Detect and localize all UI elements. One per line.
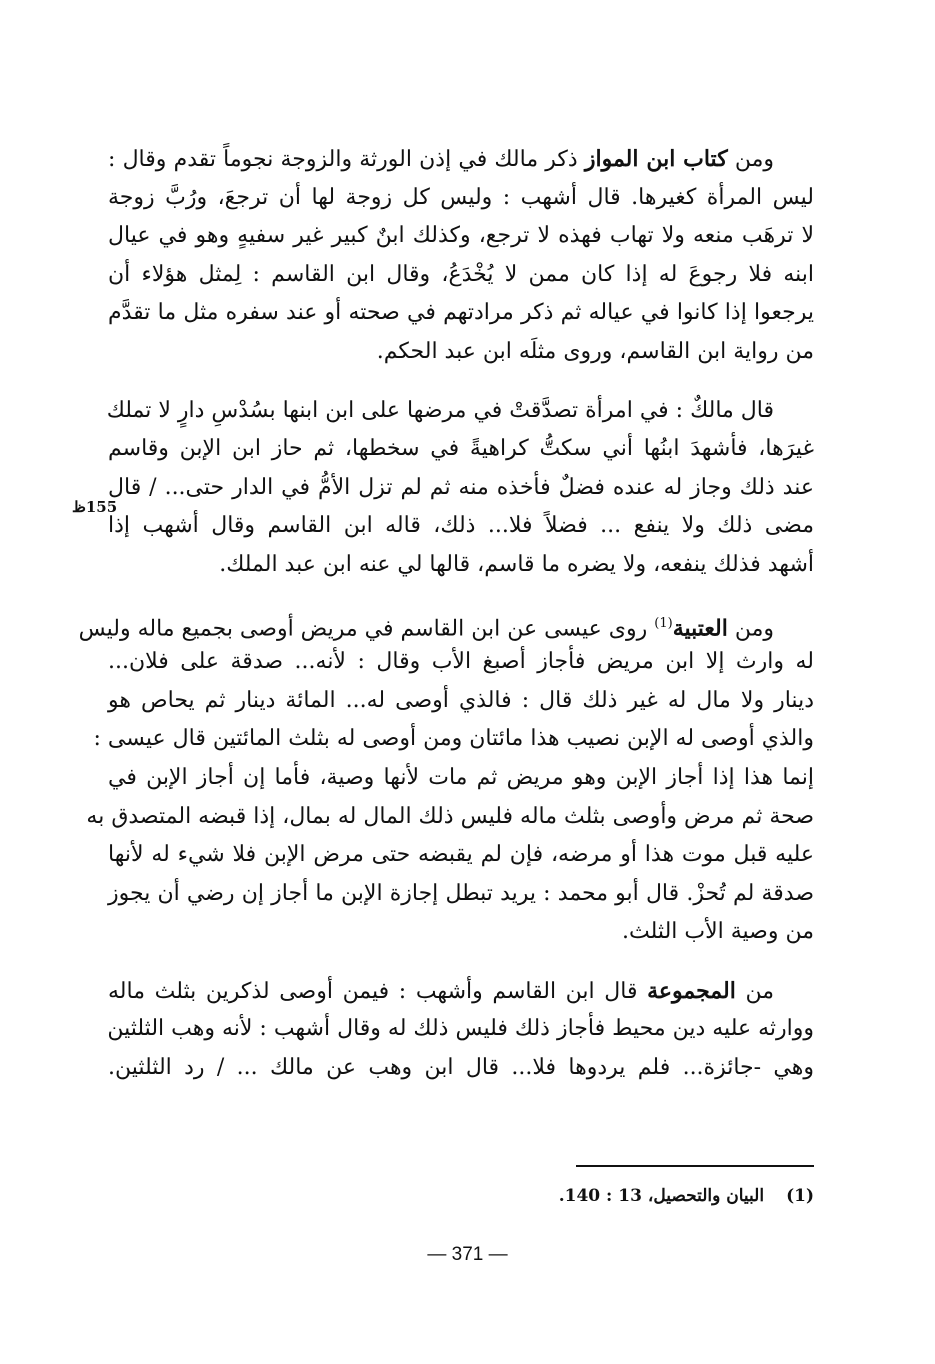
- text-line: من المجموعة قال ابن القاسم وأشهب : فيمن أوصى لذكرين بثلث ماله: [108, 977, 774, 1004]
- footnote-ref: (1): [654, 615, 673, 631]
- text-line: دينار ولا مال له غير ذلك قال : فالذي أوصى له... المائة دينار ثم يحاص هو: [108, 687, 814, 713]
- text-line: قال مالكٌ : في امرأة تصدَّقتْ في مرضها على ابن ابنها بسُدْسِ دارٍ لا تملك: [106, 397, 774, 423]
- text-line: صحة ثم مرض وأوصى بثلث ماله فليس ذلك المال له بمال، إذا قبضه المتصدق به: [86, 803, 814, 829]
- footnote-number: (1): [786, 1186, 814, 1206]
- text-line: ومن العتبية$^{(1)}$ روى عيسى عن ابن القاسم في مريض أوصى بجميع ماله وليس: [78, 614, 774, 641]
- text-line: ووارثه عليه دين محيط فأجاز ذلك فليس ذلك له وقال أشهب : لأنه وهب الثلثين: [107, 1016, 814, 1042]
- folio-margin-note: 155ظ: [72, 498, 118, 516]
- paragraph-3: [78, 605, 814, 952]
- book-title: المجموعة: [647, 977, 736, 1004]
- text-line: إنما هذا إذا أجاز الإبن وهو مريض ثم مات لأنها وصية، فأما إن أجاز الإبن في: [108, 764, 814, 790]
- text-line: عليه قبل موت هذا أو مرضه، فإن لم يقبضه حتى مرض الإبن فلا شيء له لأنها: [108, 842, 814, 868]
- text-line: مضى ذلك ولا ينفع ... فضلاً فلا... ذلك، قاله ابن القاسم وقال أشهب إذا: [108, 513, 814, 539]
- page-number: — 371 —: [427, 1244, 508, 1265]
- text-line: من رواية ابن القاسم، وروى مثلَه ابن عبد الحكم.: [376, 338, 814, 364]
- text-line: ليس المرأة كغيرها. قال أشهب : وليس كل زوجة لها أن ترجعَ، ورُبَّ زوجة: [108, 184, 814, 210]
- paragraph-4: [108, 972, 814, 1088]
- text-line: والذي أوصى له الإبن نصيب هذا مائتان ومن أوصى له بثلث المائتين قال عيسى :: [93, 726, 814, 752]
- text-line: لا ترهَب منعه ولا تهاب فهذه لا ترجع، وكذلك ابنٌ كبير غير سفيهٍ وهو في عيال: [108, 223, 814, 249]
- text-line: ومن كتاب ابن المواز ذكر مالك في إذن الورثة والزوجة نجوماً تقدم وقال :: [108, 146, 774, 172]
- text-line: ابنه فلا رجوعَ له إذا كان ممن لا يُخْدَعُ، وقال ابن القاسم : لِمثل هؤلاء أن: [108, 261, 814, 287]
- text-line: غيرَها، فأشهدَ ابنُها أني سكتُّ كراهيةً في سخطها، ثم حاز ابن الإبن وقاسم: [108, 436, 814, 462]
- footnote-text: البيان والتحصيل، 13 : 140.: [558, 1186, 765, 1206]
- text-line: صدقة لم تُحزْ. قال أبو محمد : يريد تبطل إجازة الإبن ما أجاز إن رضي أن يجوز: [108, 880, 814, 906]
- book-title: كتاب ابن المواز: [584, 146, 728, 172]
- footnote: [540, 1186, 814, 1206]
- paragraph-2: [108, 392, 814, 585]
- text-line: يرجعوا إذا كانوا في عياله ثم ذكر مرادتهم في صحته أو عند سفره مثل ما تقدَّم: [108, 300, 814, 326]
- paragraph-1: [108, 140, 814, 372]
- text-line: من وصية الأب الثلث.: [622, 919, 814, 945]
- book-title: العتبية: [672, 614, 728, 641]
- text-line: عند ذلك وجاز له عنده فضلٌ فأخذه منه ثم لم تزل الأمُّ في الدار حتى... / قال: [108, 474, 814, 500]
- text-line: أشهد فذلك ينفعه، ولا يضره ما قاسم، قالها لي عنه ابن عبد الملك.: [219, 551, 814, 577]
- footnote-divider: [576, 1165, 814, 1167]
- text-line: وهي -جائزة... فلم يردوها فلا... قال ابن وهب عن مالك ... / رد الثلثين.: [108, 1055, 814, 1081]
- text-line: له وارث إلا ابن مريض فأجاز أصبغ الأب وقال : لأنه... صدقة على فلان...: [108, 649, 814, 675]
